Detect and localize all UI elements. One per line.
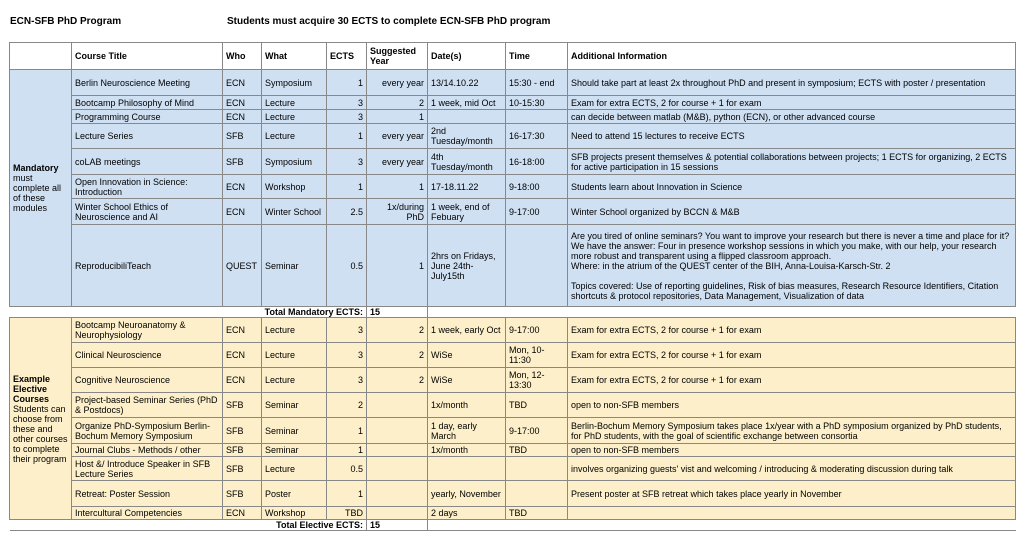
cell-who: ECN (223, 199, 262, 225)
cell-course-title: Organize PhD-Symposium Berlin-Bochum Memory Symposium (72, 418, 223, 444)
cell-additional-info: Need to attend 15 lectures to receive ECTS (568, 124, 1016, 149)
cell-additional-info: Exam for extra ECTS, 2 for course + 1 for exam (568, 368, 1016, 393)
cell-course-title: Open Innovation in Science: Introduction (72, 175, 223, 199)
table-row (10, 149, 1016, 175)
cell-dates: 1x/month (428, 393, 506, 418)
cell-suggested-year (367, 481, 428, 507)
cell-time: 16-17:30 (506, 124, 568, 149)
cell-ects: 0.5 (327, 457, 367, 481)
table-row (10, 318, 1016, 343)
table-row (10, 124, 1016, 149)
header-row (10, 43, 1016, 70)
cell-who: ECN (223, 70, 262, 96)
cell-course-title: ReproducibiliTeach (72, 225, 223, 307)
cell-time: 9-17:00 (506, 318, 568, 343)
cell-suggested-year: 2 (367, 96, 428, 110)
cell-what: Lecture (262, 110, 327, 124)
cell-suggested-year (367, 393, 428, 418)
cell-what: Lecture (262, 343, 327, 368)
cell-dates: WiSe (428, 368, 506, 393)
header-group (10, 43, 72, 70)
cell-who: SFB (223, 481, 262, 507)
cell-time: 10-15:30 (506, 96, 568, 110)
header-what: What (262, 43, 327, 70)
cell-course-title: Host &/ Introduce Speaker in SFB Lecture Series (72, 457, 223, 481)
cell-who: SFB (223, 149, 262, 175)
cell-who: QUEST (223, 225, 262, 307)
cell-suggested-year: 2 (367, 368, 428, 393)
total-spacer (10, 520, 223, 531)
cell-course-title: Journal Clubs - Methods / other (72, 444, 223, 457)
elective-group-label (10, 318, 72, 520)
cell-suggested-year: 1 (367, 225, 428, 307)
cell-who: ECN (223, 110, 262, 124)
cell-what: Lecture (262, 124, 327, 149)
cell-time (506, 481, 568, 507)
cell-ects: 2 (327, 393, 367, 418)
cell-course-title: Cognitive Neuroscience (72, 368, 223, 393)
table-row (10, 368, 1016, 393)
cell-course-title: Intercultural Competencies (72, 507, 223, 520)
header-ects: ECTS (327, 43, 367, 70)
cell-course-title: Clinical Neuroscience (72, 343, 223, 368)
header-who: Who (223, 43, 262, 70)
cell-dates: 2 days (428, 507, 506, 520)
cell-course-title: Bootcamp Philosophy of Mind (72, 96, 223, 110)
cell-additional-info: SFB projects present themselves & potential collaborations between projects; 1 ECTS for organizing, 2 ECTS for active participation in 15 sessions (568, 149, 1016, 175)
cell-additional-info: Exam for extra ECTS, 2 for course + 1 for exam (568, 318, 1016, 343)
cell-dates: 1 week, mid Oct (428, 96, 506, 110)
cell-additional-info: Berlin-Bochum Memory Symposium takes place 1x/year with a PhD symposium organized by PhD students, for PhD students, with the goal of scientific exchange between consortia (568, 418, 1016, 444)
cell-course-title: Bootcamp Neuroanatomy & Neurophysiology (72, 318, 223, 343)
cell-dates: 1x/month (428, 444, 506, 457)
table-row (10, 175, 1016, 199)
cell-additional-info: Exam for extra ECTS, 2 for course + 1 for exam (568, 96, 1016, 110)
table-row (10, 418, 1016, 444)
total-row (10, 520, 1016, 531)
cell-additional-info: Present poster at SFB retreat which takes place yearly in November (568, 481, 1016, 507)
cell-what: Lecture (262, 318, 327, 343)
cell-suggested-year: every year (367, 124, 428, 149)
cell-time: 9-17:00 (506, 199, 568, 225)
total-filler (428, 307, 1016, 318)
cell-ects: 3 (327, 368, 367, 393)
cell-dates: 1 week, early Oct (428, 318, 506, 343)
header-course-title: Course Title (72, 43, 223, 70)
program-requirement: Students must acquire 30 ECTS to complete ECN-SFB PhD program (227, 16, 551, 27)
cell-additional-info: Winter School organized by BCCN & M&B (568, 199, 1016, 225)
cell-ects: TBD (327, 507, 367, 520)
cell-course-title: Berlin Neuroscience Meeting (72, 70, 223, 96)
cell-what: Seminar (262, 418, 327, 444)
cell-time (506, 457, 568, 481)
header-time: Time (506, 43, 568, 70)
cell-dates: 1 week, end of Febuary (428, 199, 506, 225)
cell-dates: WiSe (428, 343, 506, 368)
table-row (10, 343, 1016, 368)
total-filler (428, 520, 1016, 531)
total-spacer (10, 307, 223, 318)
cell-who: ECN (223, 368, 262, 393)
cell-time: Mon, 12-13:30 (506, 368, 568, 393)
cell-additional-info: Students learn about Innovation in Science (568, 175, 1016, 199)
cell-additional-info (568, 507, 1016, 520)
table-row (10, 507, 1016, 520)
cell-suggested-year (367, 507, 428, 520)
cell-time: TBD (506, 444, 568, 457)
cell-what: Lecture (262, 96, 327, 110)
total-label: Total Mandatory ECTS: (223, 307, 367, 318)
cell-additional-info: can decide between matlab (M&B), python (ECN), or other advanced course (568, 110, 1016, 124)
cell-course-title: Lecture Series (72, 124, 223, 149)
cell-additional-info: open to non-SFB members (568, 444, 1016, 457)
cell-suggested-year (367, 418, 428, 444)
cell-time (506, 225, 568, 307)
cell-what: Workshop (262, 507, 327, 520)
cell-ects: 1 (327, 444, 367, 457)
cell-dates: 4th Tuesday/month (428, 149, 506, 175)
cell-dates: 2hrs on Fridays, June 24th-July15th (428, 225, 506, 307)
table-row (10, 457, 1016, 481)
cell-ects: 1 (327, 481, 367, 507)
cell-ects: 3 (327, 110, 367, 124)
cell-suggested-year (367, 444, 428, 457)
cell-who: SFB (223, 124, 262, 149)
table-row (10, 96, 1016, 110)
cell-dates: 1 day, early March (428, 418, 506, 444)
cell-ects: 0.5 (327, 225, 367, 307)
cell-ects: 1 (327, 124, 367, 149)
cell-ects: 2.5 (327, 199, 367, 225)
cell-time: 9-18:00 (506, 175, 568, 199)
cell-time: Mon, 10-11:30 (506, 343, 568, 368)
cell-time: 15:30 - end (506, 70, 568, 96)
cell-course-title: coLAB meetings (72, 149, 223, 175)
cell-suggested-year: 1 (367, 110, 428, 124)
cell-dates: yearly, November (428, 481, 506, 507)
cell-time: 9-17:00 (506, 418, 568, 444)
cell-dates (428, 457, 506, 481)
cell-suggested-year: 1x/during PhD (367, 199, 428, 225)
cell-time: TBD (506, 507, 568, 520)
cell-dates: 2nd Tuesday/month (428, 124, 506, 149)
total-label: Total Elective ECTS: (223, 520, 367, 531)
cell-what: Poster (262, 481, 327, 507)
cell-suggested-year (367, 457, 428, 481)
cell-who: ECN (223, 96, 262, 110)
cell-who: ECN (223, 175, 262, 199)
cell-additional-info: open to non-SFB members (568, 393, 1016, 418)
cell-ects: 3 (327, 343, 367, 368)
cell-additional-info: Should take part at least 2x throughout PhD and present in symposium; ECTS with poster / presentation (568, 70, 1016, 96)
table-row (10, 481, 1016, 507)
group-title: Example Elective Courses (13, 373, 51, 404)
cell-who: SFB (223, 393, 262, 418)
cell-suggested-year: 1 (367, 175, 428, 199)
cell-course-title: Project-based Seminar Series (PhD & Postdocs) (72, 393, 223, 418)
cell-what: Winter School (262, 199, 327, 225)
table-row (10, 444, 1016, 457)
cell-who: ECN (223, 318, 262, 343)
table-row (10, 225, 1016, 307)
cell-suggested-year: 2 (367, 318, 428, 343)
cell-suggested-year: every year (367, 149, 428, 175)
group-description: must complete all of these modules (13, 173, 62, 213)
group-title: Mandatory (13, 163, 59, 173)
cell-additional-info: involves organizing guests' vist and welcoming / introducing & moderating discussion during talk (568, 457, 1016, 481)
cell-who: ECN (223, 343, 262, 368)
cell-what: Workshop (262, 175, 327, 199)
cell-course-title: Programming Course (72, 110, 223, 124)
mandatory-group-label (10, 70, 72, 307)
cell-what: Lecture (262, 457, 327, 481)
cell-ects: 1 (327, 70, 367, 96)
total-value: 15 (367, 520, 428, 531)
table-row (10, 70, 1016, 96)
cell-ects: 3 (327, 149, 367, 175)
cell-what: Lecture (262, 368, 327, 393)
group-description: Students can choose from these and other courses to complete their program (13, 403, 68, 464)
total-value: 15 (367, 307, 428, 318)
cell-what: Seminar (262, 444, 327, 457)
cell-who: SFB (223, 444, 262, 457)
cell-ects: 3 (327, 96, 367, 110)
cell-dates: 17-18.11.22 (428, 175, 506, 199)
cell-additional-info: Are you tired of online seminars? You want to improve your research but there is never a time and place for it? We have the answer: Four in presence workshop sessions in which you make, with our help, your research more robust and transparent using a flipped classroom approach. Where: in the atrium of the QUEST center of the BIH, Anna-Louisa-Karsch-Str. 2 Topics covered: Use of reporting guidelines, Risk of bias measures, Research Resource Identifiers, Citation shortcuts & protocol repositories, Data Management, Visualization of data (568, 225, 1016, 307)
header-dates: Date(s) (428, 43, 506, 70)
cell-who: SFB (223, 457, 262, 481)
cell-what: Symposium (262, 149, 327, 175)
cell-ects: 1 (327, 175, 367, 199)
cell-what: Symposium (262, 70, 327, 96)
header-additional-info: Additional Information (568, 43, 1016, 70)
cell-what: Seminar (262, 393, 327, 418)
program-title: ECN-SFB PhD Program (10, 16, 122, 27)
table-row (10, 393, 1016, 418)
table-row (10, 199, 1016, 225)
cell-dates (428, 110, 506, 124)
cell-suggested-year: every year (367, 70, 428, 96)
cell-what: Seminar (262, 225, 327, 307)
cell-additional-info: Exam for extra ECTS, 2 for course + 1 for exam (568, 343, 1016, 368)
table-row (10, 110, 1016, 124)
cell-time: 16-18:00 (506, 149, 568, 175)
cell-time: TBD (506, 393, 568, 418)
cell-who: SFB (223, 418, 262, 444)
cell-course-title: Winter School Ethics of Neuroscience and AI (72, 199, 223, 225)
cell-course-title: Retreat: Poster Session (72, 481, 223, 507)
course-table (9, 42, 1016, 531)
header-suggested-year: Suggested Year (367, 43, 428, 70)
cell-time (506, 110, 568, 124)
cell-dates: 13/14.10.22 (428, 70, 506, 96)
cell-ects: 3 (327, 318, 367, 343)
cell-ects: 1 (327, 418, 367, 444)
cell-suggested-year: 2 (367, 343, 428, 368)
cell-who: ECN (223, 507, 262, 520)
total-row (10, 307, 1016, 318)
